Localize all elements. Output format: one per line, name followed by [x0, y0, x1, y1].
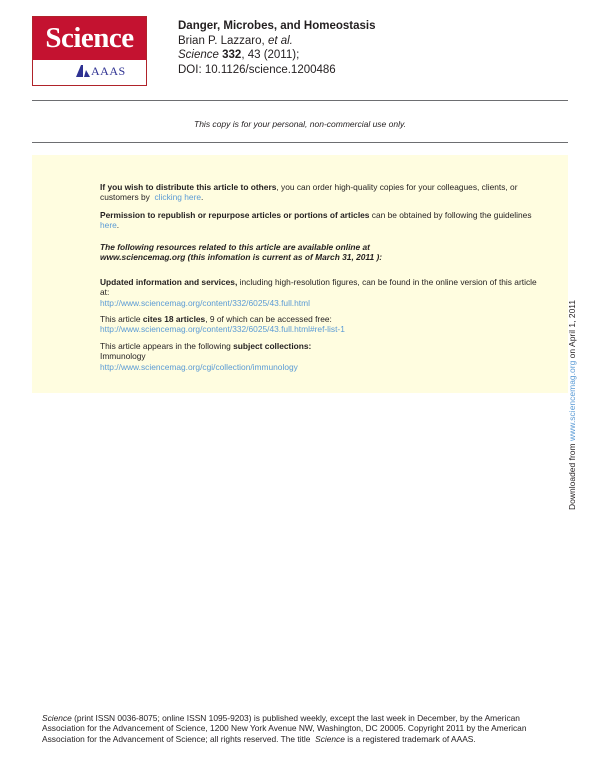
collection-link[interactable]: http://www.sciencemag.org/cgi/collection/immunology	[100, 361, 298, 372]
collections-paragraph: This article appears in the following subject collections: Immunology http://www.sciencemag.org/cgi/collection/immunology	[100, 341, 540, 372]
aaas-triangle-icon	[76, 65, 90, 77]
cites-paragraph: This article cites 18 articles, 9 of which can be accessed free: http://www.sciencemag.org/content/332/6025/43.full.html#ref-list-1	[100, 314, 540, 335]
full-text-link[interactable]: http://www.sciencemag.org/content/332/6025/43.full.html	[100, 297, 310, 308]
article-doi: DOI: 10.1126/science.1200486	[178, 63, 336, 76]
article-authors: Brian P. Lazzaro, et al.	[178, 34, 293, 47]
science-logo	[32, 16, 147, 86]
ref-list-link[interactable]: http://www.sciencemag.org/content/332/6025/43.full.html#ref-list-1	[100, 324, 345, 335]
sciencemag-link[interactable]: www.sciencemag.org	[567, 360, 577, 441]
distribute-paragraph: If you wish to distribute this article to others, you can order high-quality copies for your colleagues, clients, or customers by clicking here.	[100, 182, 518, 203]
article-citation: Science 332, 43 (2011);	[178, 49, 300, 61]
updated-info-paragraph: Updated information and services, including high-resolution figures, can be found in the online version of this article at: http://www.sciencemag.org/content/332/6025/43.full.html	[100, 277, 540, 308]
personal-use-note: This copy is for your personal, non-commercial use only.	[194, 119, 406, 129]
collection-name: Immunology	[100, 351, 146, 362]
top-divider	[32, 100, 568, 101]
clicking-here-link[interactable]: clicking here	[154, 192, 202, 203]
science-wordmark: Science	[33, 17, 146, 60]
article-title: Danger, Microbes, and Homeostasis	[178, 20, 376, 32]
permission-paragraph: Permission to republish or repurpose articles or portions of articles can be obtained by following the guidelines here.	[100, 210, 532, 231]
aaas-wordmark: AAAS	[91, 64, 126, 78]
publication-footer: Science (print ISSN 0036-8075; online ISSN 1095-9203) is published weekly, except the last week in December, by the American Association for the Advancement of Science, 1200 New York Avenue NW, Washington, DC 20005. Copyright 2011 by the American Association for the Advancement of Science; all rights reserved. The title Science is a registered trademark of AAAS.	[42, 713, 527, 744]
article-header	[178, 19, 375, 77]
download-stamp: Downloaded from www.sciencemag.org on April 1, 2011	[567, 299, 577, 510]
resources-notice: The following resources related to this article are available online at www.sciencemag.org (this infomation is current as of March 31, 2011 ):	[100, 242, 383, 263]
mid-divider	[32, 142, 568, 143]
guidelines-here-link[interactable]: here	[100, 220, 117, 231]
